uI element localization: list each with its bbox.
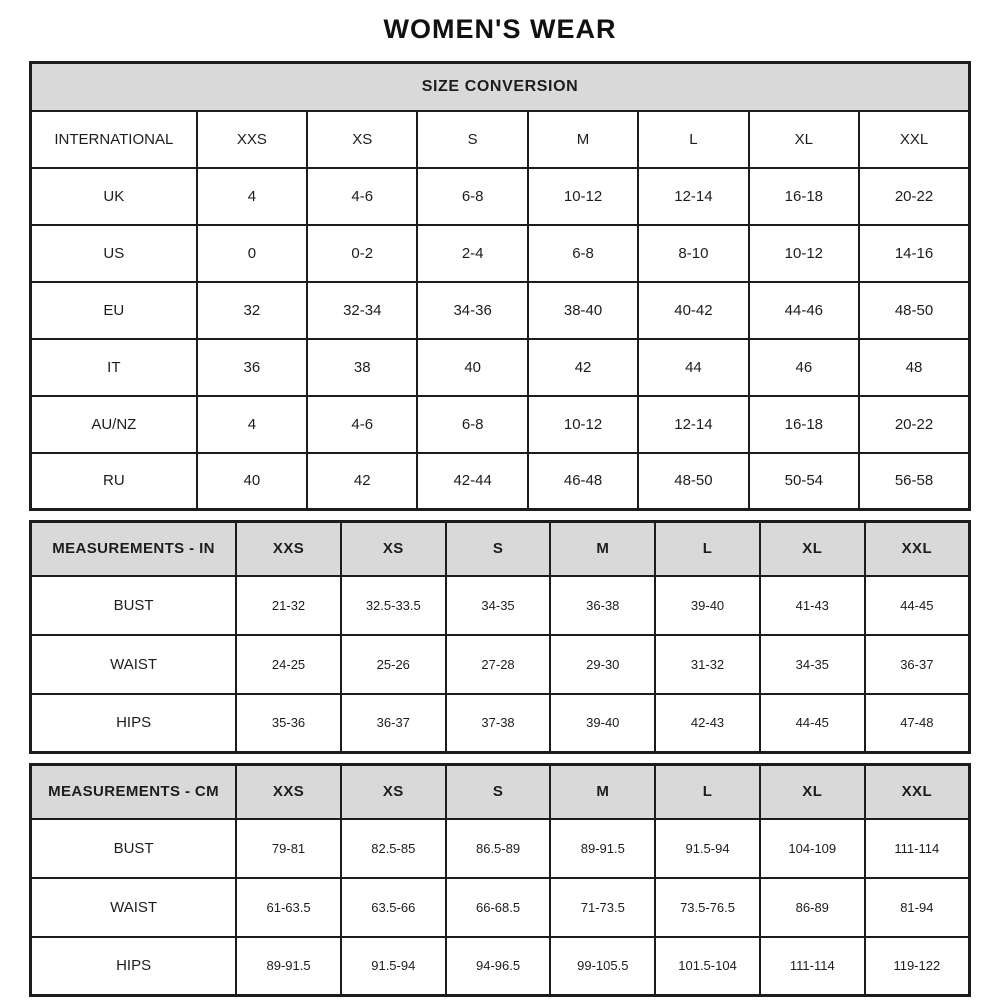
size-cell: 48-50 — [638, 453, 748, 510]
size-cell: 40 — [417, 339, 527, 396]
value-cell: 63.5-66 — [341, 878, 446, 937]
value-cell: 73.5-76.5 — [655, 878, 760, 937]
size-cell: 46-48 — [528, 453, 638, 510]
table-row-waist-in — [31, 635, 970, 694]
row-label: WAIST — [31, 635, 237, 694]
row-label: WAIST — [31, 878, 237, 937]
size-cell: 6-8 — [417, 396, 527, 453]
header-size-xl: XL — [760, 765, 865, 819]
value-cell: 86-89 — [760, 878, 865, 937]
size-cell: 40 — [197, 453, 307, 510]
value-cell: 21-32 — [236, 576, 341, 635]
header-size-xs: XS — [307, 111, 417, 168]
size-cell: 44-46 — [749, 282, 859, 339]
row-label: AU/NZ — [31, 396, 197, 453]
size-cell: 4-6 — [307, 168, 417, 225]
size-cell: 32-34 — [307, 282, 417, 339]
header-size-xs: XS — [341, 522, 446, 576]
value-cell: 82.5-85 — [341, 819, 446, 878]
value-cell: 36-38 — [550, 576, 655, 635]
size-conversion-title: SIZE CONVERSION — [31, 63, 970, 111]
value-cell: 101.5-104 — [655, 937, 760, 996]
value-cell: 47-48 — [865, 694, 970, 753]
size-cell: 8-10 — [638, 225, 748, 282]
size-cell: 6-8 — [417, 168, 527, 225]
size-cell: 0 — [197, 225, 307, 282]
measurements-cm-table — [29, 763, 971, 997]
measurements-in-table — [29, 520, 971, 754]
size-cell: 50-54 — [749, 453, 859, 510]
table-row-hips-cm — [31, 937, 970, 996]
table-row-it — [31, 339, 970, 396]
size-cell: 56-58 — [859, 453, 969, 510]
header-international: INTERNATIONAL — [31, 111, 197, 168]
size-cell: 36 — [197, 339, 307, 396]
value-cell: 36-37 — [341, 694, 446, 753]
size-cell: 42 — [528, 339, 638, 396]
value-cell: 32.5-33.5 — [341, 576, 446, 635]
row-label: RU — [31, 453, 197, 510]
size-cell: 38 — [307, 339, 417, 396]
value-cell: 27-28 — [446, 635, 551, 694]
header-size-s: S — [446, 765, 551, 819]
value-cell: 111-114 — [865, 819, 970, 878]
value-cell: 24-25 — [236, 635, 341, 694]
value-cell: 35-36 — [236, 694, 341, 753]
value-cell: 94-96.5 — [446, 937, 551, 996]
header-size-l: L — [655, 765, 760, 819]
header-size-xl: XL — [760, 522, 865, 576]
value-cell: 39-40 — [550, 694, 655, 753]
row-label: UK — [31, 168, 197, 225]
value-cell: 86.5-89 — [446, 819, 551, 878]
size-cell: 10-12 — [528, 396, 638, 453]
row-label: BUST — [31, 576, 237, 635]
size-cell: 44 — [638, 339, 748, 396]
header-size-xl: XL — [749, 111, 859, 168]
size-cell: 16-18 — [749, 396, 859, 453]
size-cell: 10-12 — [749, 225, 859, 282]
row-label: US — [31, 225, 197, 282]
header-size-m: M — [550, 522, 655, 576]
value-cell: 89-91.5 — [550, 819, 655, 878]
page-title: WOMEN'S WEAR — [383, 14, 617, 44]
size-cell: 12-14 — [638, 168, 748, 225]
value-cell: 42-43 — [655, 694, 760, 753]
value-cell: 31-32 — [655, 635, 760, 694]
value-cell: 29-30 — [550, 635, 655, 694]
value-cell: 39-40 — [655, 576, 760, 635]
value-cell: 79-81 — [236, 819, 341, 878]
measurements-cm-title: MEASUREMENTS - CM — [31, 765, 237, 819]
size-cell: 16-18 — [749, 168, 859, 225]
header-size-xs: XS — [341, 765, 446, 819]
value-cell: 119-122 — [865, 937, 970, 996]
row-label: IT — [31, 339, 197, 396]
size-cell: 10-12 — [528, 168, 638, 225]
table-row-uk — [31, 168, 970, 225]
size-cell: 48 — [859, 339, 969, 396]
row-label: HIPS — [31, 937, 237, 996]
size-cell: 4 — [197, 168, 307, 225]
value-cell: 91.5-94 — [341, 937, 446, 996]
value-cell: 111-114 — [760, 937, 865, 996]
header-size-xxs: XXS — [236, 522, 341, 576]
header-size-l: L — [638, 111, 748, 168]
header-size-xxl: XXL — [865, 765, 970, 819]
size-cell: 0-2 — [307, 225, 417, 282]
row-label: HIPS — [31, 694, 237, 753]
header-size-m: M — [550, 765, 655, 819]
header-size-xxl: XXL — [865, 522, 970, 576]
header-size-xxs: XXS — [197, 111, 307, 168]
table-row-bust-cm — [31, 819, 970, 878]
value-cell: 61-63.5 — [236, 878, 341, 937]
measurements-in-title: MEASUREMENTS - IN — [31, 522, 237, 576]
size-cell: 42 — [307, 453, 417, 510]
value-cell: 36-37 — [865, 635, 970, 694]
size-cell: 14-16 — [859, 225, 969, 282]
size-cell: 12-14 — [638, 396, 748, 453]
header-size-s: S — [446, 522, 551, 576]
size-cell: 6-8 — [528, 225, 638, 282]
size-cell: 42-44 — [417, 453, 527, 510]
table-row-hips-in — [31, 694, 970, 753]
value-cell: 89-91.5 — [236, 937, 341, 996]
value-cell: 44-45 — [760, 694, 865, 753]
value-cell: 37-38 — [446, 694, 551, 753]
value-cell: 81-94 — [865, 878, 970, 937]
table-row-us — [31, 225, 970, 282]
value-cell: 34-35 — [446, 576, 551, 635]
size-cell: 48-50 — [859, 282, 969, 339]
size-cell: 38-40 — [528, 282, 638, 339]
header-size-xxl: XXL — [859, 111, 969, 168]
value-cell: 91.5-94 — [655, 819, 760, 878]
size-conversion-table — [29, 61, 971, 511]
row-label: EU — [31, 282, 197, 339]
value-cell: 66-68.5 — [446, 878, 551, 937]
size-cell: 46 — [749, 339, 859, 396]
size-cell: 20-22 — [859, 396, 969, 453]
header-size-xxs: XXS — [236, 765, 341, 819]
size-cell: 32 — [197, 282, 307, 339]
table-row-bust-in — [31, 576, 970, 635]
header-size-s: S — [417, 111, 527, 168]
table-row-waist-cm — [31, 878, 970, 937]
row-label: BUST — [31, 819, 237, 878]
size-cell: 4-6 — [307, 396, 417, 453]
table-row-aunz — [31, 396, 970, 453]
value-cell: 44-45 — [865, 576, 970, 635]
value-cell: 104-109 — [760, 819, 865, 878]
header-size-l: L — [655, 522, 760, 576]
size-cell: 40-42 — [638, 282, 748, 339]
size-cell: 4 — [197, 396, 307, 453]
table-row-ru — [31, 453, 970, 510]
value-cell: 25-26 — [341, 635, 446, 694]
header-size-m: M — [528, 111, 638, 168]
value-cell: 41-43 — [760, 576, 865, 635]
measurements-cm-header-row — [31, 765, 970, 819]
size-cell: 2-4 — [417, 225, 527, 282]
size-cell: 20-22 — [859, 168, 969, 225]
size-header-row — [31, 111, 970, 168]
measurements-in-header-row — [31, 522, 970, 576]
size-cell: 34-36 — [417, 282, 527, 339]
value-cell: 99-105.5 — [550, 937, 655, 996]
value-cell: 34-35 — [760, 635, 865, 694]
table-caption-row — [31, 63, 970, 111]
table-row-eu — [31, 282, 970, 339]
value-cell: 71-73.5 — [550, 878, 655, 937]
